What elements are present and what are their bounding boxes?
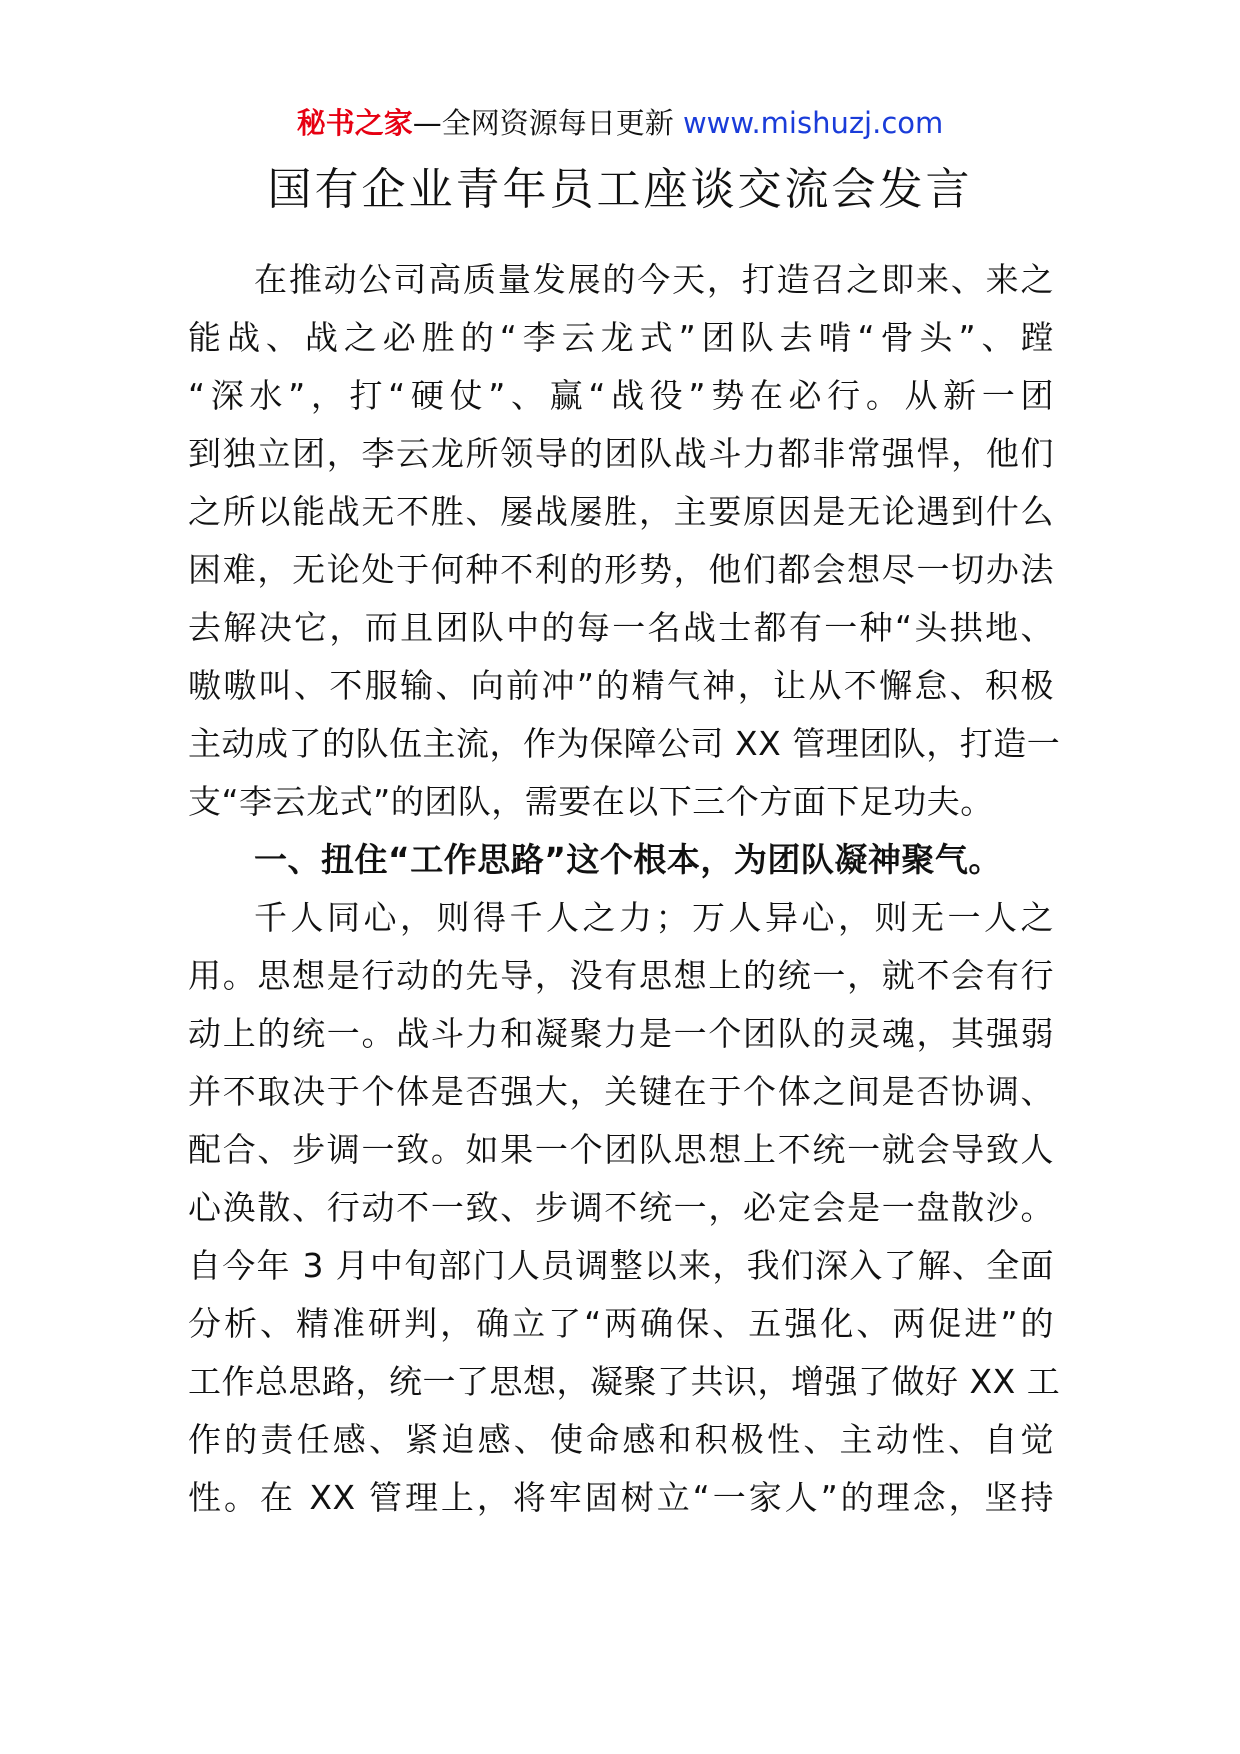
body-line: 工作总思路，统一了思想，凝聚了共识，增强了做好 XX 工 (188, 1362, 1061, 1401)
body-line: 配合、步调一致。如果一个团队思想上不统一就会导致人 (188, 1130, 1054, 1169)
site-name: 秘书之家 (296, 106, 413, 140)
site-header (0, 103, 1240, 143)
body-line: 分析、精准研判，确立了“两确保、五强化、两促进”的 (188, 1304, 1054, 1343)
body-line: 作的责任感、紧迫感、使命感和积极性、主动性、自觉 (188, 1420, 1054, 1459)
site-tagline: —全网资源每日更新 (412, 106, 674, 140)
body-line: 动上的统一。战斗力和凝聚力是一个团队的灵魂，其强弱 (188, 1014, 1054, 1053)
body-line: 主动成了的队伍主流，作为保障公司 XX 管理团队，打造一 (188, 724, 1061, 763)
body-line: 能战、战之必胜的“李云龙式”团队去啃“骨头”、蹚 (188, 318, 1054, 357)
document-body (188, 251, 1061, 1527)
body-line: 去解决它，而且团队中的每一名战士都有一种“头拱地、 (188, 608, 1054, 647)
body-line: 自今年 3 月中旬部门人员调整以来，我们深入了解、全面 (188, 1246, 1054, 1285)
body-line: 在推动公司高质量发展的今天，打造召之即来、来之 (254, 260, 1054, 299)
body-line: 性。在 XX 管理上，将牢固树立“一家人”的理念，坚持 (188, 1478, 1054, 1517)
body-line: 困难，无论处于何种不利的形势，他们都会想尽一切办法 (188, 550, 1054, 589)
body-line: 心涣散、行动不一致、步调不统一，必定会是一盘散沙。 (188, 1188, 1054, 1227)
body-line: 支“李云龙式”的团队，需要在以下三个方面下足功夫。 (188, 782, 994, 821)
body-line: 嗷嗷叫、不服输、向前冲”的精气神，让从不懈怠、积极 (188, 666, 1054, 705)
body-line: 用。思想是行动的先导，没有思想上的统一，就不会有行 (188, 956, 1054, 995)
site-url-link[interactable]: www.mishuzj.com (682, 106, 944, 140)
body-line: “深水”，打“硬仗”、赢“战役”势在必行。从新一团 (188, 376, 1054, 415)
body-line: 并不取决于个体是否强大，关键在于个体之间是否协调、 (188, 1072, 1054, 1111)
document-title: 国有企业青年员工座谈交流会发言 (267, 164, 973, 215)
body-line: 千人同心，则得千人之力；万人异心，则无一人之 (254, 898, 1054, 937)
section-heading: 一、扭住“工作思路”这个根本，为团队凝神聚气。 (254, 840, 1002, 879)
body-line: 之所以能战无不胜、屡战屡胜，主要原因是无论遇到什么 (188, 492, 1054, 531)
body-line: 到独立团，李云龙所领导的团队战斗力都非常强悍，他们 (188, 434, 1054, 473)
